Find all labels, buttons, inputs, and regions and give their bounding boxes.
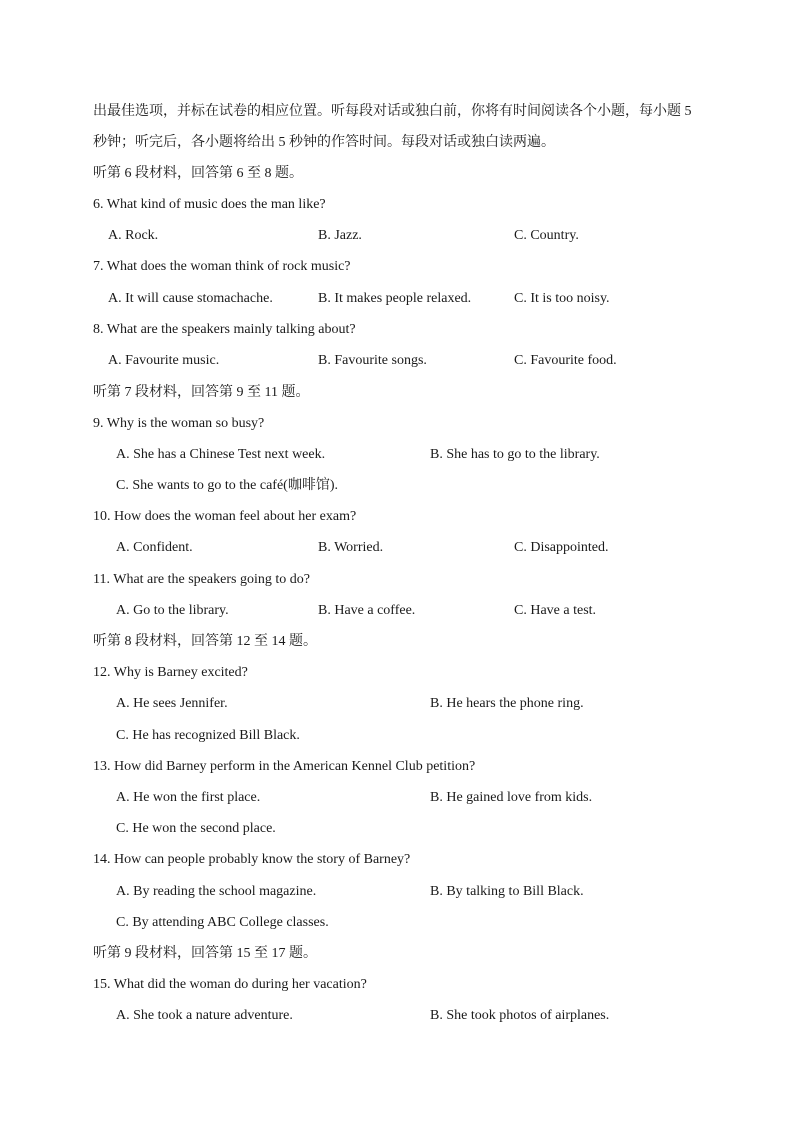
question-stem: 8. What are the speakers mainly talking about? — [93, 322, 356, 337]
section-heading: 听第 8 段材料，回答第 12 至 14 题。 — [93, 634, 317, 649]
option-c: C. Have a test. — [514, 603, 597, 618]
option-a: A. Rock. — [108, 228, 159, 243]
option-c: C. Country. — [514, 228, 579, 243]
question-stem: 9. Why is the woman so busy? — [93, 416, 265, 431]
option-b: B. She took photos of airplanes. — [430, 1008, 610, 1023]
option-b: B. Worried. — [318, 540, 384, 555]
option-b: B. He gained love from kids. — [430, 790, 593, 805]
question-stem: 11. What are the speakers going to do? — [93, 572, 310, 587]
option-a: A. Confident. — [116, 540, 193, 555]
option-a: A. She has a Chinese Test next week. — [116, 447, 326, 462]
option-b: B. It makes people relaxed. — [318, 291, 472, 306]
question-stem: 10. How does the woman feel about her exam? — [93, 509, 357, 524]
option-c: C. She wants to go to the café(咖啡馆). — [116, 478, 339, 493]
option-a: A. He sees Jennifer. — [116, 696, 228, 711]
option-a: A. Favourite music. — [108, 353, 220, 368]
option-c: C. It is too noisy. — [514, 291, 610, 306]
option-b: B. Have a coffee. — [318, 603, 416, 618]
question-stem: 7. What does the woman think of rock music? — [93, 259, 351, 274]
question-stem: 6. What kind of music does the man like? — [93, 197, 326, 212]
question-stem: 12. Why is Barney excited? — [93, 665, 248, 680]
option-b: B. He hears the phone ring. — [430, 696, 584, 711]
option-c: C. Favourite food. — [514, 353, 617, 368]
instructions-line-1: 出最佳选项，并标在试卷的相应位置。听每段对话或独白前，你将有时间阅读各个小题，每小题 5 — [93, 104, 692, 119]
option-a: A. Go to the library. — [116, 603, 229, 618]
option-c: C. He has recognized Bill Black. — [116, 728, 300, 743]
question-stem: 14. How can people probably know the story of Barney? — [93, 852, 411, 867]
option-b: B. Jazz. — [318, 228, 362, 243]
section-heading: 听第 9 段材料，回答第 15 至 17 题。 — [93, 946, 317, 961]
question-stem: 13. How did Barney perform in the American Kennel Club petition? — [93, 759, 476, 774]
option-c: C. Disappointed. — [514, 540, 609, 555]
option-b: B. By talking to Bill Black. — [430, 884, 584, 899]
question-stem: 15. What did the woman do during her vacation? — [93, 977, 367, 992]
section-heading: 听第 6 段材料，回答第 6 至 8 题。 — [93, 166, 303, 181]
instructions-line-2: 秒钟；听完后，各小题将给出 5 秒钟的作答时间。每段对话或独白读两遍。 — [93, 135, 555, 150]
section-heading: 听第 7 段材料，回答第 9 至 11 题。 — [93, 385, 310, 400]
option-b: B. She has to go to the library. — [430, 447, 600, 462]
option-a: A. By reading the school magazine. — [116, 884, 317, 899]
option-a: A. She took a nature adventure. — [116, 1008, 293, 1023]
option-a: A. He won the first place. — [116, 790, 261, 805]
option-b: B. Favourite songs. — [318, 353, 427, 368]
option-c: C. By attending ABC College classes. — [116, 915, 329, 930]
option-c: C. He won the second place. — [116, 821, 276, 836]
option-a: A. It will cause stomachache. — [108, 291, 273, 306]
